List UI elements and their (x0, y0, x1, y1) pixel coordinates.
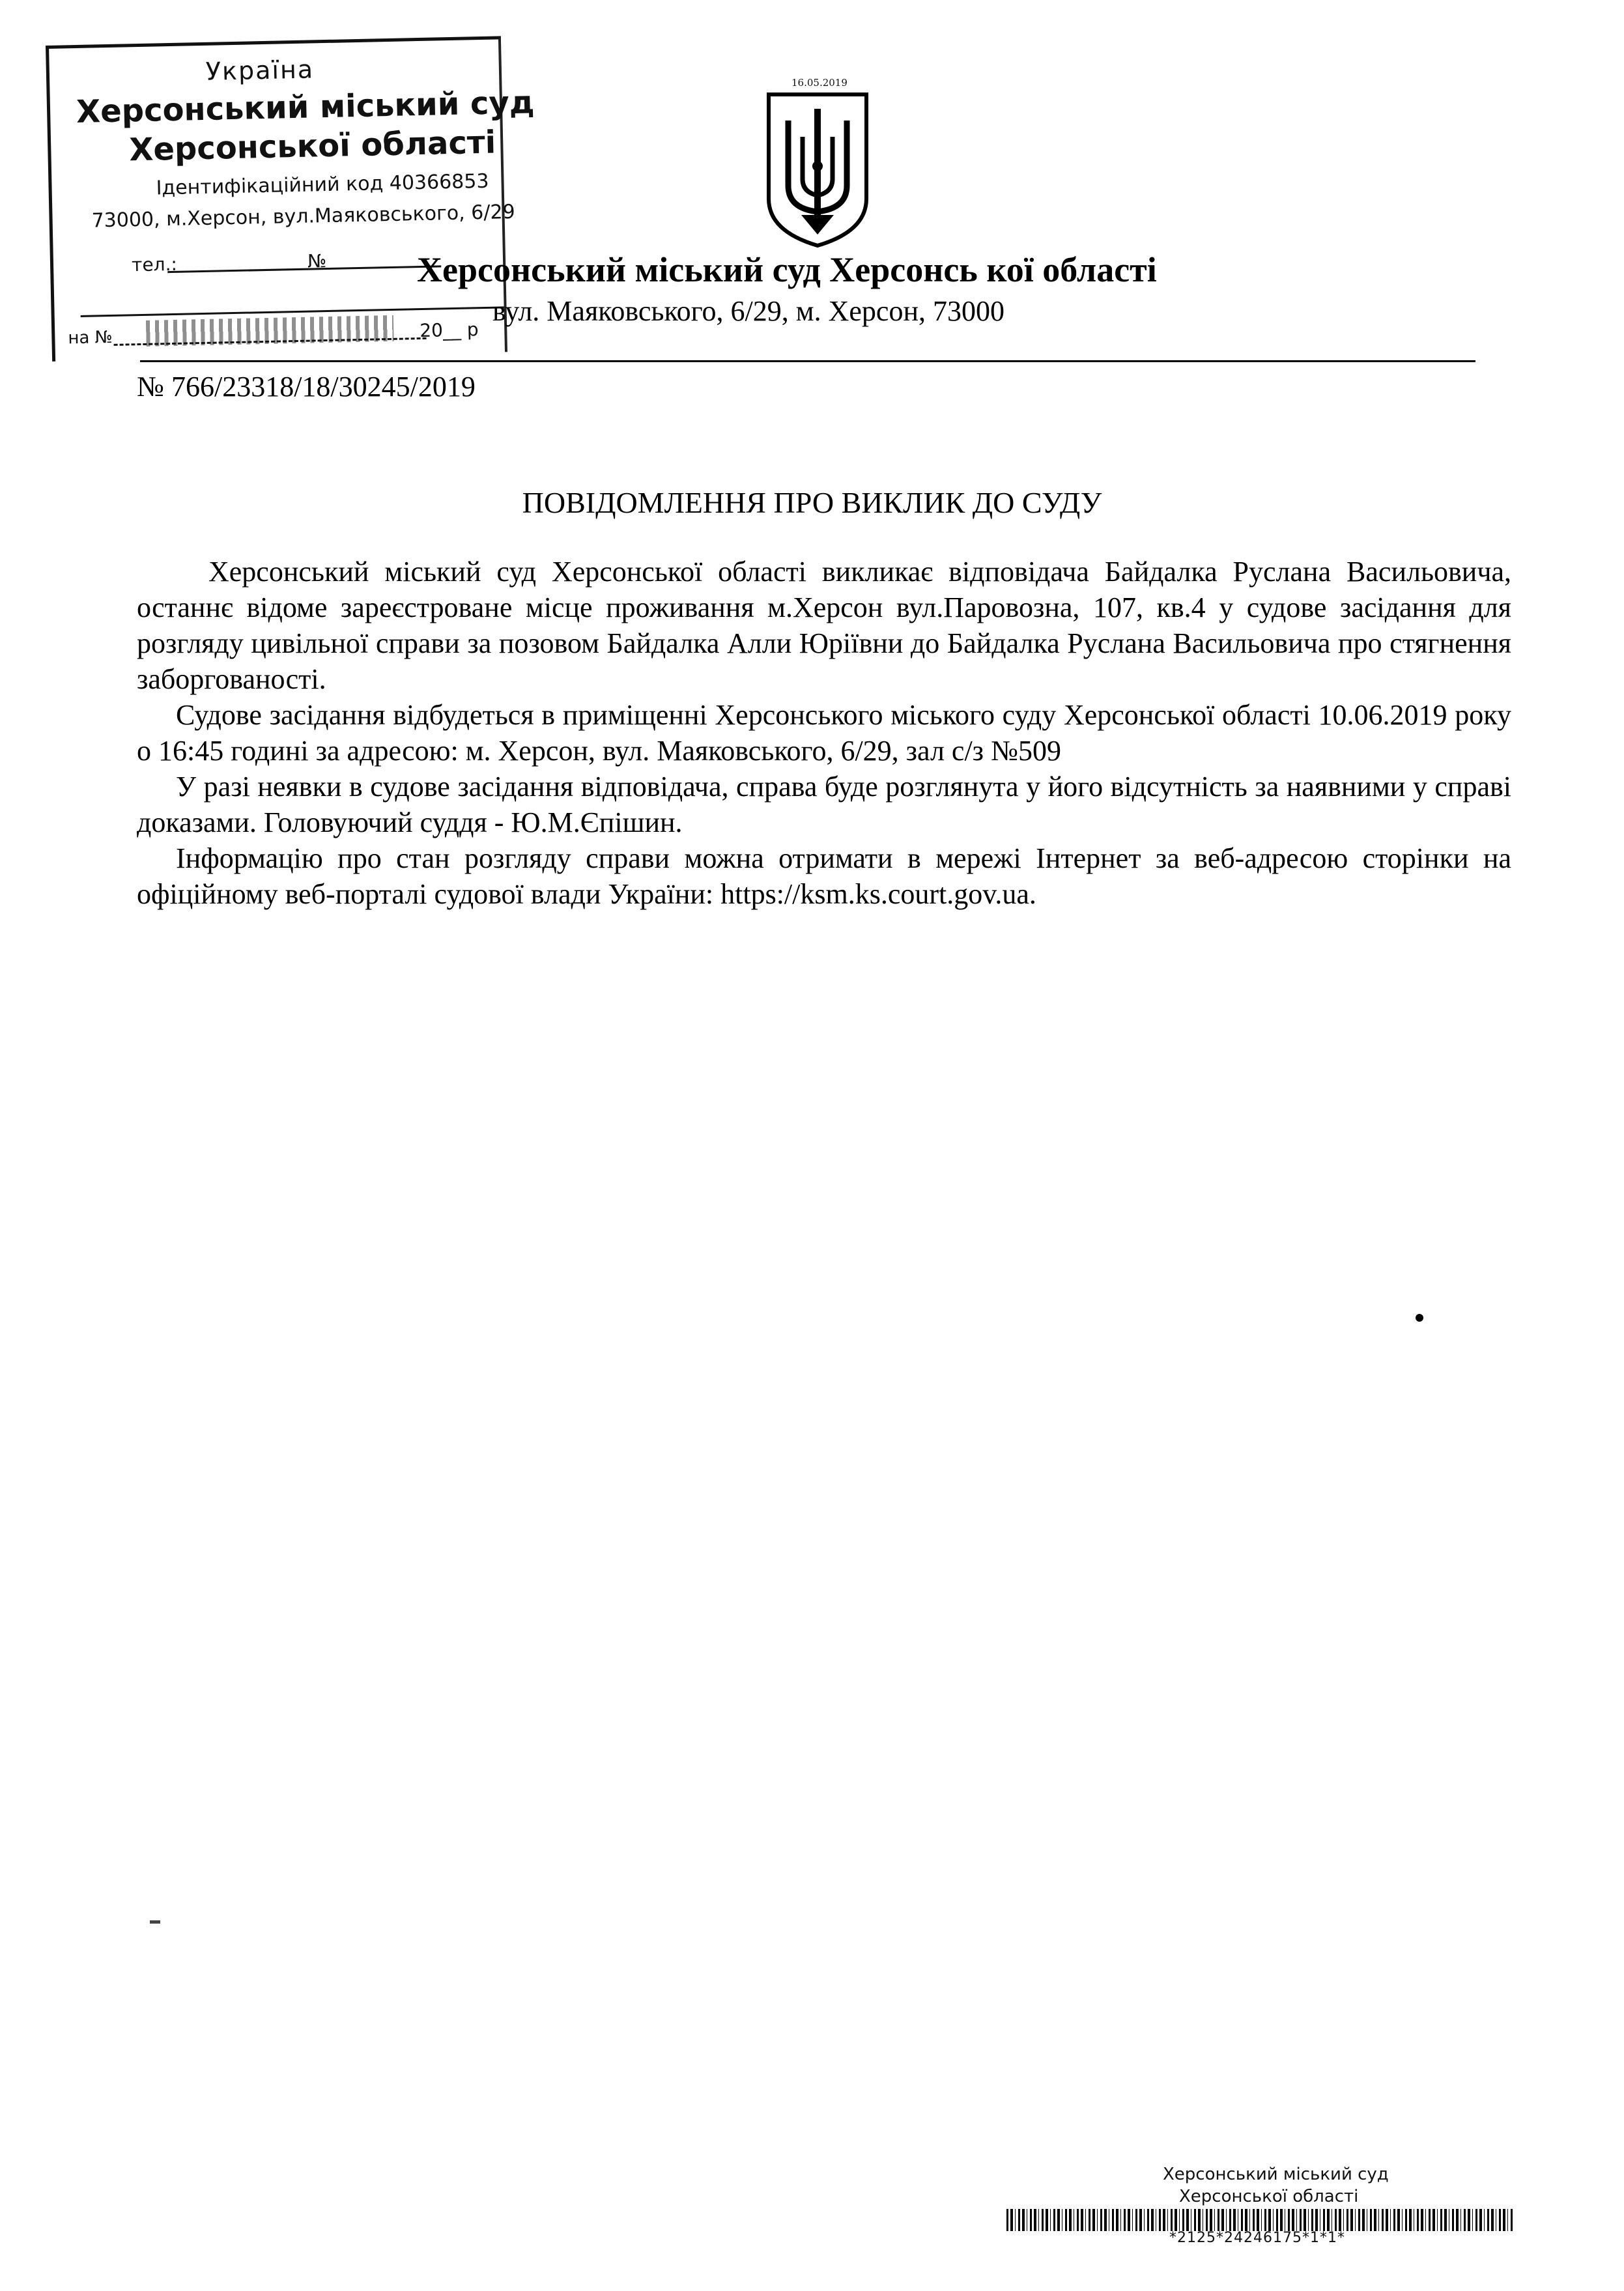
stamp-tel-line (167, 265, 441, 273)
barcode-text: *2125*24246175*1*1* (1169, 2230, 1345, 2246)
header-rule (140, 360, 1475, 362)
stamp-court-name: Херсонський міський суд (76, 84, 535, 131)
paragraph-summons: Херсонський міський суд Херсонської області викликає відповідача Байдалка Руслана Васильовича, останнє відоме зареєстроване місце проживання м.Херсон вул.Паровозна, 107, кв.4 у судове засідання для розгляду цивільної справи за позовом Байдалка Алли Юріївни до Байдалка Руслана Васильовича про стягнення заборгованості. (137, 556, 1511, 695)
court-stamp (46, 36, 535, 362)
stamp-id-code: Ідентифікаційний код 40366853 (156, 169, 489, 200)
stamp-country: Україна (205, 55, 315, 86)
stamp-tel-label: тел.: (131, 253, 178, 276)
stamp-address: 73000, м.Херсон, вул.Маяковського, 6/29 (91, 200, 515, 233)
header-address: вул. Маяковського, 6/29, м. Херсон, 73000 (492, 295, 1004, 327)
paragraph-info: Інформацію про стан розгляду справи можна отримати в мережі Інтернет за веб-адресою сторінки на офіційному веб-порталі судової влади України: https://ksm.ks.court.gov.ua. (137, 842, 1511, 910)
paragraph-hearing: Судове засідання відбудеться в приміщенні Херсонського міського суду Херсонської області 10.06.2019 року о 16:45 годині за адресою: м. Херсон, вул. Маяковського, 6/29, зал с/з №509 (137, 699, 1511, 767)
document-title: ПОВІДОМЛЕННЯ ПРО ВИКЛИК ДО СУДУ (522, 486, 1102, 519)
barcode (1006, 2209, 1515, 2231)
ink-dot (1416, 1314, 1423, 1322)
paragraph-absence: У разі неявки в судове засідання відповідача, справа буде розглянута у його відсутність за наявними у справі доказами. Головуючий суддя - Ю.М.Єпішин. (137, 771, 1511, 838)
trident-coat-of-arms-icon (762, 75, 873, 251)
stamp-divider (81, 306, 504, 317)
footer-court-name: Херсонський міський суд (1163, 2165, 1389, 2184)
document-body (137, 554, 1511, 912)
emblem-date: 16.05.2019 (791, 77, 848, 89)
stamp-num-label: № (307, 250, 327, 272)
document-number: № 766/23318/18/30245/2019 (137, 371, 476, 403)
stamp-region: Херсонської області (128, 124, 496, 169)
stamp-year-label: 20__ р (419, 319, 479, 342)
stamp-na-label: на № (68, 327, 113, 349)
footer-region: Херсонської області (1179, 2187, 1359, 2206)
header-court-name: Херсонський міський суд Херсонсь кої області (417, 250, 1157, 289)
scan-speck (150, 1920, 160, 1924)
